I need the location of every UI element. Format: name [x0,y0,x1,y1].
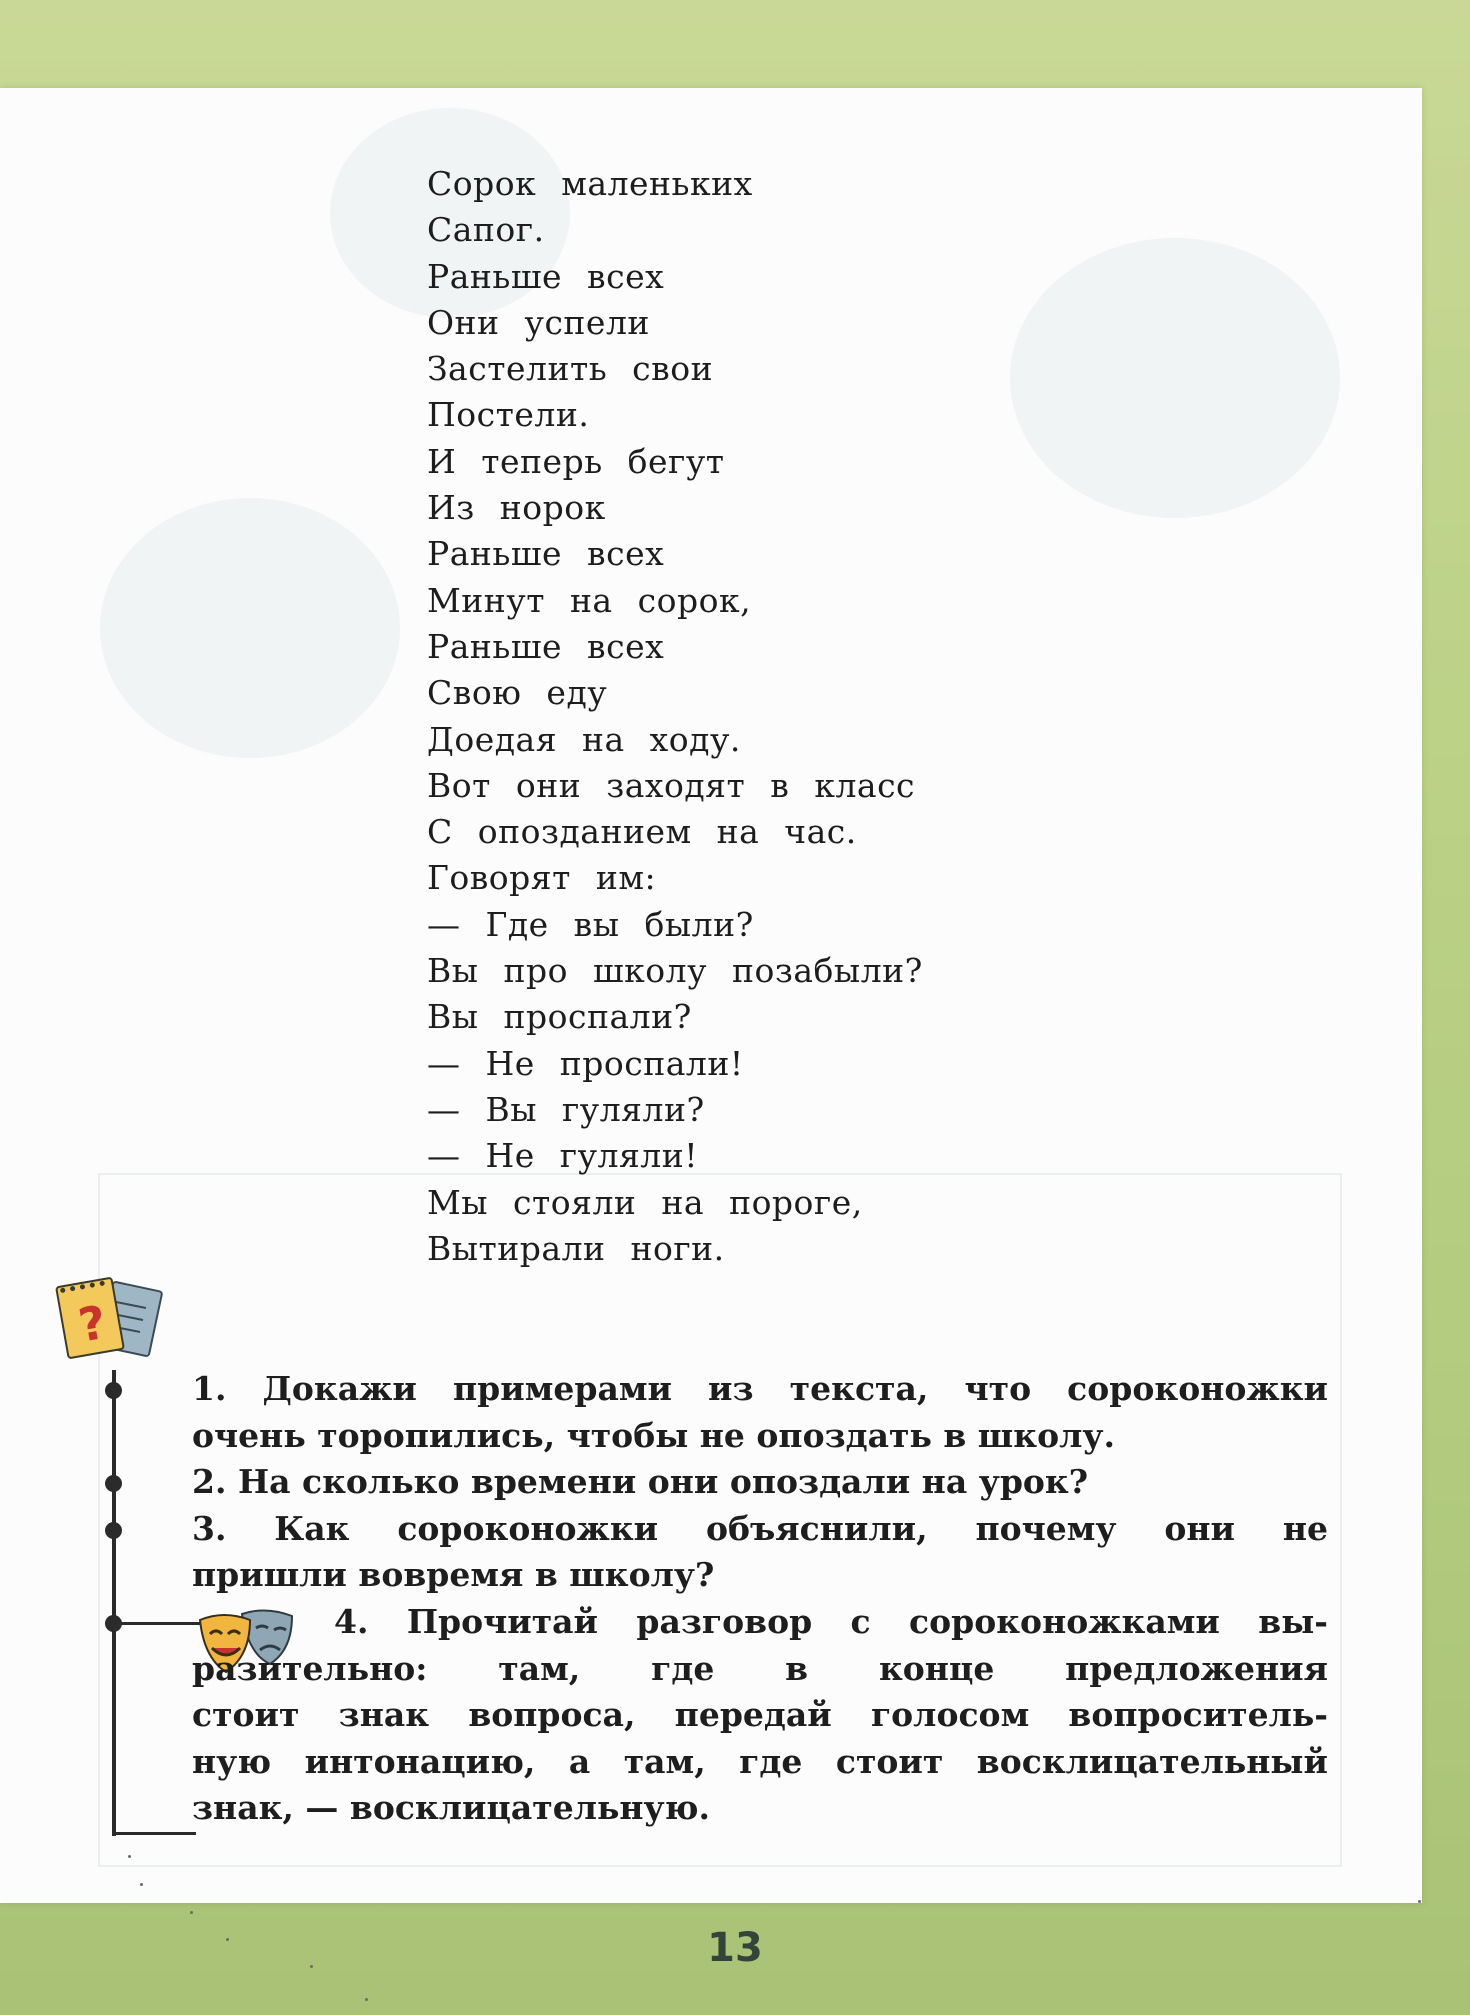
bullet-dot [105,1382,122,1399]
bullet-dot [105,1475,122,1492]
print-speck [140,1883,143,1886]
question-2: 2. На сколько времени они опоздали на урок? [192,1462,1089,1502]
poem-line: Из норок [427,488,606,528]
question-cards-icon [54,1272,166,1372]
questions-block [192,1366,1328,1832]
show-through-cloud-right [1010,238,1340,518]
print-speck [128,1855,131,1858]
poem-line: Минут на сорок, [427,580,752,620]
poem-line: Говорят им: [427,858,657,898]
question-3-line-1: 3. Как сороконожки объяснили, почему они не [192,1508,1328,1548]
question-rail-hook [112,1622,202,1625]
bullet-dot [105,1615,122,1632]
poem-line: Они успели [427,302,650,342]
question-4-line-2: разительно: там, где в конце предложения [192,1648,1328,1688]
question-4-line-5: знак, — восклицательную. [192,1788,710,1828]
poem-line: — Вы гуляли? [427,1089,705,1129]
poem-line: Постели. [427,395,590,435]
poem-line: Доедая на ходу. [427,719,741,759]
question-4-line-3: стоит знак вопроса, передай голосом вопроситель- [192,1695,1328,1735]
poem-line: Застелить свои [427,349,714,389]
print-speck [190,1911,193,1914]
question-rail [112,1370,116,1836]
bullet-dot [105,1522,122,1539]
question-4-line-4: ную интонацию, а там, где стоит восклицательный [192,1741,1328,1781]
poem-line: Мы стояли на пороге, [427,1182,863,1222]
poem [427,161,923,1272]
print-speck [226,1938,229,1941]
question-3-line-2: пришли вовремя в школу? [192,1555,715,1595]
poem-line: Сапог. [427,210,545,250]
question-rail-bottom [112,1832,196,1835]
show-through-cloud-left [100,498,400,758]
poem-line: — Не проспали! [427,1043,744,1083]
poem-line: Вы про школу позабыли? [427,951,923,991]
poem-line: С опозданием на час. [427,812,857,852]
poem-line: Вытирали ноги. [427,1228,725,1268]
question-mark: ? [74,1294,111,1353]
question-4-line-1: 4. Прочитай разговор с сороконожками вы- [334,1601,1328,1641]
page-number: 13 [707,1925,763,1971]
poem-line: Раньше всех [427,626,665,666]
print-speck [1418,1900,1421,1903]
poem-line: Свою еду [427,673,608,713]
print-speck [365,1998,368,2001]
poem-line: И теперь бегут [427,441,725,481]
poem-line: Вот они заходят в класс [427,765,916,805]
poem-line: — Не гуляли! [427,1136,698,1176]
print-speck [310,1965,313,1968]
poem-line: Раньше всех [427,534,665,574]
poem-line: Сорок маленьких [427,164,753,203]
poem-line: Вы проспали? [427,997,692,1037]
question-1-line-1: 1. Докажи примерами из текста, что сороконожки [192,1369,1328,1408]
question-1-line-2: очень торопились, чтобы не опоздать в школу. [192,1415,1115,1455]
poem-line: — Где вы были? [427,904,754,944]
poem-line: Раньше всех [427,256,665,296]
